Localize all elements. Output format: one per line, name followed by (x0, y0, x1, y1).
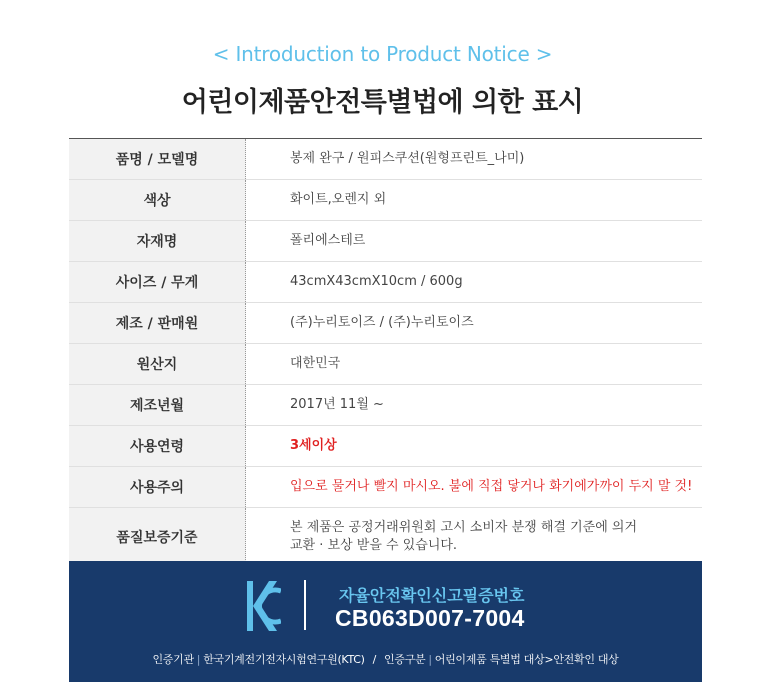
table-row (69, 508, 702, 566)
row-value-manufacturer: (주)누리토이즈 / (주)누리토이즈 (290, 315, 474, 330)
table-row (69, 221, 702, 262)
table-row (69, 467, 702, 508)
cert-separator: | (428, 653, 432, 666)
row-label-material: 자재명 (69, 221, 246, 261)
section-subtitle: < Introduction to Product Notice > (212, 42, 553, 66)
row-label-manufacturer: 제조 / 판매원 (69, 303, 246, 343)
table-row (69, 180, 702, 221)
row-value-origin: 대한민국 (290, 356, 341, 371)
row-label-caution: 사용주의 (69, 467, 246, 507)
cert-separator: | (196, 653, 201, 666)
row-value-age: 3세이상 (290, 438, 337, 453)
row-label-color: 색상 (69, 180, 246, 220)
row-value-color: 화이트,오렌지 외 (290, 192, 387, 207)
cert-slash: / (372, 653, 377, 666)
table-row (69, 344, 702, 385)
cert-type-label: 인증구분 (384, 653, 426, 666)
table-row (69, 385, 702, 426)
row-value-size-weight: 43cmX43cmX10cm / 600g (290, 274, 463, 289)
row-value-manufacture-date: 2017년 11월 ~ (290, 397, 384, 412)
table-row (69, 426, 702, 467)
cert-type: 어린이제품 특별법 대상>안전확인 대상 (434, 653, 619, 666)
table-row (69, 262, 702, 303)
row-label-size-weight: 사이즈 / 무게 (69, 262, 246, 302)
row-value-material: 폴리에스테르 (290, 233, 366, 248)
table-row (69, 303, 702, 344)
row-value-quality-guarantee: 본 제품은 공정거래위원회 고시 소비자 분쟁 해결 기준에 의거 교환 · 보상 받을 수 있습니다. (290, 520, 638, 553)
cert-footer (69, 651, 702, 667)
row-value-caution: 입으로 물거나 빨지 마시오. 불에 직접 닿거나 화기에가까이 두지 말 것! (290, 479, 693, 494)
row-label-origin: 원산지 (69, 344, 246, 384)
row-label-quality-guarantee: 품질보증기준 (69, 508, 246, 566)
row-label-product-model: 품명 / 모델명 (69, 139, 246, 179)
page-title: 어린이제품안전특별법에 의한 표시 (181, 87, 584, 118)
row-value-product-model: 봉제 완구 / 원피스쿠션(원형프린트_나미) (290, 151, 525, 166)
kc-mark-icon (247, 581, 281, 631)
row-label-manufacture-date: 제조년월 (69, 385, 246, 425)
cert-number: CB063D007-7004 (335, 605, 525, 631)
cert-title: 자율안전확인신고필증번호 (339, 586, 525, 605)
cert-agency: 한국기계전기전자시험연구원(KTC) (203, 653, 365, 666)
cert-agency-label: 인증기관 (152, 653, 194, 666)
row-label-age: 사용연령 (69, 426, 246, 466)
table-row (69, 139, 702, 180)
cert-divider (304, 580, 306, 630)
product-notice-table (69, 138, 702, 567)
certification-panel (69, 561, 702, 682)
